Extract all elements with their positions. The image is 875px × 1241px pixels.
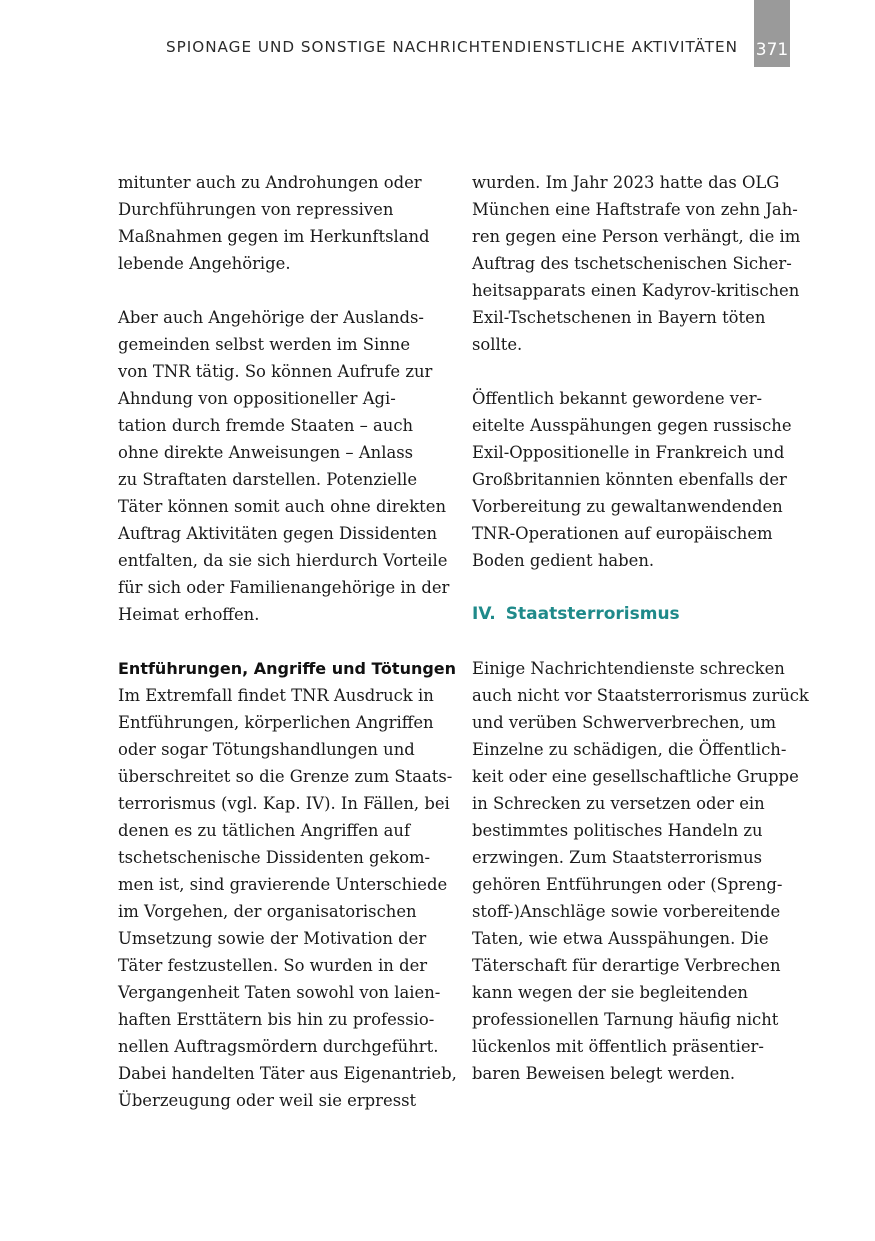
text-line: haften Ersttätern bis hin zu professio- bbox=[118, 1010, 435, 1029]
text-line: Vorbereitung zu gewaltanwendenden bbox=[472, 497, 783, 516]
text-line: erzwingen. Zum Staatsterrorismus bbox=[472, 848, 763, 867]
text-line: auch nicht vor Staatsterrorismus zurück bbox=[472, 686, 809, 705]
text-line: im Vorgehen, der organisatorischen bbox=[118, 902, 417, 921]
text-line: wurden. Im Jahr 2023 hatte das OLG bbox=[472, 173, 780, 192]
subheading: Entführungen, Angriffe und Tötungen bbox=[118, 659, 457, 678]
text-line: Boden gedient haben. bbox=[472, 551, 655, 570]
page-number: 371 bbox=[755, 40, 789, 60]
text-line: Im Extremfall findet TNR Ausdruck in bbox=[118, 686, 434, 705]
text-line: Dabei handelten Täter aus Eigenantrieb, bbox=[118, 1064, 457, 1083]
text-line: Heimat erhoffen. bbox=[118, 605, 260, 624]
left-paragraph-1 bbox=[118, 169, 448, 277]
text-line: tation durch fremde Staaten – auch bbox=[118, 416, 414, 435]
text-line: München eine Haftstrafe von zehn Jah- bbox=[472, 200, 798, 219]
left-paragraph-3 bbox=[118, 682, 457, 1114]
text-line: professionellen Tarnung häufig nicht bbox=[472, 1010, 779, 1029]
text-line: Täterschaft für derartige Verbrechen bbox=[472, 956, 781, 975]
text-line: Exil-Tschetschenen in Bayern töten bbox=[472, 308, 766, 327]
text-line: men ist, sind gravierende Unterschiede bbox=[118, 875, 448, 894]
text-line: Täter festzustellen. So wurden in der bbox=[118, 956, 428, 975]
text-line: terrorismus (vgl. Kap. IV). In Fällen, bei bbox=[118, 794, 450, 813]
text-line: denen es zu tätlichen Angriffen auf bbox=[118, 821, 411, 840]
text-line: Auftrag Aktivitäten gegen Dissidenten bbox=[118, 524, 438, 543]
text-line: eitelte Ausspähungen gegen russische bbox=[472, 416, 792, 435]
page-number-tab bbox=[754, 0, 790, 67]
text-line: zu Straftaten darstellen. Potenzielle bbox=[118, 470, 418, 489]
text-line: für sich oder Familienangehörige in der bbox=[118, 578, 450, 597]
text-line: tschetschenische Dissidenten gekom- bbox=[118, 848, 431, 867]
text-line: Vergangenheit Taten sowohl von laien- bbox=[118, 983, 441, 1002]
text-line: oder sogar Tötungshandlungen und bbox=[118, 740, 415, 759]
text-line: Großbritannien könnten ebenfalls der bbox=[472, 470, 787, 489]
text-line: bestimmtes politisches Handeln zu bbox=[472, 821, 763, 840]
text-line: in Schrecken zu versetzen oder ein bbox=[472, 794, 765, 813]
text-line: ohne direkte Anweisungen – Anlass bbox=[118, 443, 414, 462]
text-line: keit oder eine gesellschaftliche Gruppe bbox=[472, 767, 799, 786]
left-column bbox=[118, 169, 457, 1114]
text-line: gemeinden selbst werden im Sinne bbox=[118, 335, 411, 354]
text-line: von TNR tätig. So können Aufrufe zur bbox=[118, 362, 433, 381]
text-line: ren gegen eine Person verhängt, die im bbox=[472, 227, 801, 246]
text-line: gehören Entführungen oder (Spreng- bbox=[472, 875, 783, 894]
text-line: kann wegen der sie begleitenden bbox=[472, 983, 748, 1002]
text-line: entfalten, da sie sich hierdurch Vorteile bbox=[118, 551, 448, 570]
right-column bbox=[472, 169, 809, 1087]
text-line: Durchführungen von repressiven bbox=[118, 200, 394, 219]
running-header: SPIONAGE UND SONSTIGE NACHRICHTENDIENSTLICHE AKTIVITÄTEN bbox=[165, 38, 738, 56]
text-line: baren Beweisen belegt werden. bbox=[472, 1064, 736, 1083]
text-line: lückenlos mit öffentlich präsentier- bbox=[472, 1037, 764, 1056]
text-line: Einzelne zu schädigen, die Öffentlich- bbox=[472, 740, 787, 759]
section-heading bbox=[472, 601, 802, 628]
right-paragraph-2 bbox=[472, 385, 802, 574]
text-line: Einige Nachrichtendienste schrecken bbox=[472, 659, 785, 678]
text-line: überschreitet so die Grenze zum Staats- bbox=[118, 767, 453, 786]
section-title: Staatsterrorismus bbox=[505, 604, 680, 624]
text-line: Maßnahmen gegen im Herkunftsland bbox=[118, 227, 430, 246]
text-line: und verüben Schwerverbrechen, um bbox=[472, 713, 776, 732]
text-line: nellen Auftragsmördern durchgeführt. bbox=[118, 1037, 439, 1056]
text-line: mitunter auch zu Androhungen oder bbox=[118, 173, 422, 192]
right-paragraph-3 bbox=[472, 655, 809, 1087]
text-line: stoff-)Anschläge sowie vorbereitende bbox=[472, 902, 781, 921]
text-line: Entführungen, körperlichen Angriffen bbox=[118, 713, 434, 732]
text-line: Exil-Oppositionelle in Frankreich und bbox=[472, 443, 785, 462]
text-line: Öffentlich bekannt gewordene ver- bbox=[472, 389, 763, 408]
right-paragraph-1 bbox=[472, 169, 802, 358]
text-line: Auftrag des tschetschenischen Sicher- bbox=[472, 254, 792, 273]
text-line: lebende Angehörige. bbox=[118, 254, 291, 273]
text-line: Umsetzung sowie der Motivation der bbox=[118, 929, 427, 948]
text-line: sollte. bbox=[472, 335, 523, 354]
text-line: Ahndung von oppositioneller Agi- bbox=[118, 389, 396, 408]
text-line: TNR-Operationen auf europäischem bbox=[472, 524, 773, 543]
text-line: heitsapparats einen Kadyrov-kritischen bbox=[472, 281, 800, 300]
text-line: Täter können somit auch ohne direkten bbox=[118, 497, 447, 516]
left-paragraph-2 bbox=[118, 304, 448, 628]
section-number: IV. bbox=[472, 604, 496, 624]
text-line: Aber auch Angehörige der Auslands- bbox=[118, 308, 424, 327]
text-line: Taten, wie etwa Ausspähungen. Die bbox=[472, 929, 769, 948]
text-line: Überzeugung oder weil sie erpresst bbox=[118, 1091, 417, 1110]
